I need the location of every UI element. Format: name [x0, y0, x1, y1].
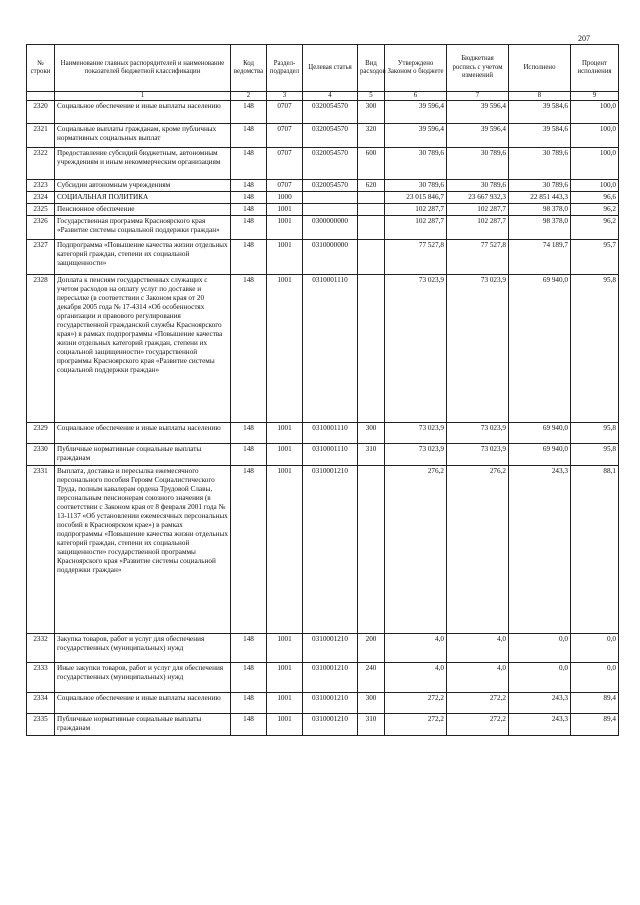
row-target-article	[303, 192, 358, 204]
row-ved: 148	[231, 192, 267, 204]
row-budget-list: 272,2	[447, 714, 509, 736]
row-executed: 74 189,7	[509, 240, 571, 275]
header-cell: Код ведомства	[231, 45, 267, 92]
row-name: Публичные нормативные социальные выплаты гражданам	[55, 714, 231, 736]
row-budget-list: 39 596,4	[447, 101, 509, 124]
row-number: 2330	[27, 444, 55, 466]
row-name: Выплата, доставка и пересылка ежемесячного персонального пособия Героям Социалистического Труда, полным кавалерам ордена Трудовой Славы, персональным пенсионерам союзного значения (в соответствии с Законом края от 8 февраля 2001 года № 13-1137 «Об установлении ежемесячных персональных пособий в Красноярском крае») в рамках подпрограммы «Повышение качества жизни отдельных категорий граждан, степени их социальной защищенности» государственной программы Красноярского края «Развитие системы социальной поддержки граждан»	[55, 466, 231, 634]
row-executed: 39 584,6	[509, 124, 571, 148]
row-name: Государственная программа Красноярского края «Развитие системы социальной поддержки граждан»	[55, 216, 231, 240]
row-approved: 23 015 846,7	[385, 192, 447, 204]
row-ved: 148	[231, 180, 267, 192]
row-executed: 69 940,0	[509, 275, 571, 423]
row-expense-type: 300	[358, 101, 385, 124]
row-percent: 95,8	[571, 444, 619, 466]
table-row	[27, 192, 619, 204]
row-section: 0707	[267, 124, 303, 148]
row-name: Социальные выплаты гражданам, кроме публичных нормативных социальных выплат	[55, 124, 231, 148]
header-cell: Целевая статья	[303, 45, 358, 92]
table-row	[27, 124, 619, 148]
row-budget-list: 73 023,9	[447, 423, 509, 444]
row-approved: 276,2	[385, 466, 447, 634]
table-row	[27, 275, 619, 423]
row-expense-type	[358, 275, 385, 423]
row-ved: 148	[231, 124, 267, 148]
row-name: Публичные нормативные социальные выплаты гражданам	[55, 444, 231, 466]
row-number: 2333	[27, 663, 55, 693]
row-target-article: 0310001210	[303, 693, 358, 714]
row-ved: 148	[231, 240, 267, 275]
header-cell: Наименование главных распорядителей и наименование показателей бюджетной классификации	[55, 45, 231, 92]
table-row	[27, 423, 619, 444]
row-executed: 30 789,6	[509, 180, 571, 192]
row-percent: 96,6	[571, 192, 619, 204]
row-executed: 39 584,6	[509, 101, 571, 124]
row-target-article: 0310001210	[303, 466, 358, 634]
header-cell: Раздел-подраздел	[267, 45, 303, 92]
row-section: 1001	[267, 663, 303, 693]
row-target-article: 0310000000	[303, 240, 358, 275]
row-section: 1001	[267, 693, 303, 714]
row-name: Социальное обеспечение и иные выплаты населению	[55, 423, 231, 444]
header-cell: Вид расходов	[358, 45, 385, 92]
page-number: 207	[578, 34, 590, 43]
row-section: 1001	[267, 240, 303, 275]
row-budget-list: 73 023,9	[447, 444, 509, 466]
row-ved: 148	[231, 663, 267, 693]
row-target-article: 0300000000	[303, 216, 358, 240]
row-section: 0707	[267, 148, 303, 180]
row-percent: 100,0	[571, 124, 619, 148]
row-target-article: 0310001210	[303, 663, 358, 693]
row-section: 1001	[267, 714, 303, 736]
row-approved: 102 287,7	[385, 204, 447, 216]
row-number: 2335	[27, 714, 55, 736]
table-row	[27, 180, 619, 192]
row-percent: 100,0	[571, 180, 619, 192]
row-percent: 100,0	[571, 148, 619, 180]
row-number: 2321	[27, 124, 55, 148]
row-number: 2322	[27, 148, 55, 180]
row-section: 0707	[267, 180, 303, 192]
row-percent: 95,8	[571, 423, 619, 444]
row-name: СОЦИАЛЬНАЯ ПОЛИТИКА	[55, 192, 231, 204]
row-ved: 148	[231, 216, 267, 240]
row-ved: 148	[231, 634, 267, 663]
row-name: Социальное обеспечение и иные выплаты населению	[55, 101, 231, 124]
row-ved: 148	[231, 693, 267, 714]
row-executed: 98 378,0	[509, 216, 571, 240]
row-number: 2324	[27, 192, 55, 204]
row-budget-list: 4,0	[447, 634, 509, 663]
row-number: 2325	[27, 204, 55, 216]
table-row	[27, 634, 619, 663]
row-expense-type	[358, 216, 385, 240]
column-number: 7	[447, 92, 509, 101]
row-approved: 73 023,9	[385, 444, 447, 466]
row-budget-list: 39 596,4	[447, 124, 509, 148]
row-target-article: 0320054570	[303, 148, 358, 180]
row-approved: 73 023,9	[385, 423, 447, 444]
row-expense-type: 310	[358, 444, 385, 466]
table-row	[27, 693, 619, 714]
row-executed: 243,3	[509, 714, 571, 736]
row-approved: 102 287,7	[385, 216, 447, 240]
row-percent: 95,7	[571, 240, 619, 275]
row-approved: 272,2	[385, 693, 447, 714]
row-number: 2328	[27, 275, 55, 423]
row-section: 1001	[267, 634, 303, 663]
row-approved: 4,0	[385, 663, 447, 693]
row-target-article: 0320054570	[303, 101, 358, 124]
row-budget-list: 4,0	[447, 663, 509, 693]
row-executed: 243,3	[509, 693, 571, 714]
row-target-article: 0310001210	[303, 714, 358, 736]
row-percent: 0,0	[571, 663, 619, 693]
row-number: 2326	[27, 216, 55, 240]
table-row	[27, 216, 619, 240]
row-budget-list: 102 287,7	[447, 204, 509, 216]
row-percent: 88,1	[571, 466, 619, 634]
budget-table	[26, 44, 619, 736]
column-number: 4	[303, 92, 358, 101]
row-expense-type: 240	[358, 663, 385, 693]
column-number: 6	[385, 92, 447, 101]
header-cell: Бюджетная роспись с учетом изменений	[447, 45, 509, 92]
row-budget-list: 30 789,6	[447, 148, 509, 180]
header-cell: Утверждено Законом о бюджете	[385, 45, 447, 92]
table-row	[27, 204, 619, 216]
row-approved: 30 789,6	[385, 180, 447, 192]
table-row	[27, 240, 619, 275]
row-target-article: 0310001110	[303, 275, 358, 423]
row-number: 2329	[27, 423, 55, 444]
row-expense-type: 320	[358, 124, 385, 148]
row-budget-list: 73 023,9	[447, 275, 509, 423]
row-approved: 4,0	[385, 634, 447, 663]
row-section: 1001	[267, 444, 303, 466]
column-number: 2	[231, 92, 267, 101]
row-name: Пенсионное обеспечение	[55, 204, 231, 216]
row-number: 2327	[27, 240, 55, 275]
row-target-article: 0310001110	[303, 423, 358, 444]
row-section: 1001	[267, 466, 303, 634]
row-executed: 69 940,0	[509, 444, 571, 466]
row-budget-list: 77 527,8	[447, 240, 509, 275]
row-expense-type: 300	[358, 423, 385, 444]
table-row	[27, 101, 619, 124]
row-expense-type	[358, 204, 385, 216]
row-approved: 77 527,8	[385, 240, 447, 275]
row-name: Подпрограмма «Повышение качества жизни отдельных категорий граждан, степени их социальной защищенности»	[55, 240, 231, 275]
row-executed: 30 789,6	[509, 148, 571, 180]
row-expense-type: 200	[358, 634, 385, 663]
row-number: 2332	[27, 634, 55, 663]
table-row	[27, 663, 619, 693]
row-ved: 148	[231, 101, 267, 124]
row-percent: 100,0	[571, 101, 619, 124]
row-number: 2323	[27, 180, 55, 192]
row-ved: 148	[231, 444, 267, 466]
row-budget-list: 272,2	[447, 693, 509, 714]
row-expense-type: 300	[358, 693, 385, 714]
column-number: 3	[267, 92, 303, 101]
row-expense-type	[358, 192, 385, 204]
row-executed: 98 378,0	[509, 204, 571, 216]
row-ved: 148	[231, 423, 267, 444]
row-approved: 30 789,6	[385, 148, 447, 180]
row-expense-type: 310	[358, 714, 385, 736]
row-section: 1001	[267, 216, 303, 240]
row-budget-list: 102 287,7	[447, 216, 509, 240]
row-ved: 148	[231, 466, 267, 634]
header-cell: № строки	[27, 45, 55, 92]
row-section: 0707	[267, 101, 303, 124]
row-section: 1001	[267, 423, 303, 444]
column-number-row	[27, 92, 619, 101]
row-percent: 0,0	[571, 634, 619, 663]
row-expense-type	[358, 240, 385, 275]
row-executed: 0,0	[509, 634, 571, 663]
column-number: 5	[358, 92, 385, 101]
row-name: Социальное обеспечение и иные выплаты населению	[55, 693, 231, 714]
row-percent: 95,8	[571, 275, 619, 423]
row-name: Иные закупки товаров, работ и услуг для обеспечения государственных (муниципальных) нужд	[55, 663, 231, 693]
row-executed: 22 851 443,3	[509, 192, 571, 204]
row-number: 2320	[27, 101, 55, 124]
row-name: Доплата к пенсиям государственных служащих с учетом расходов на оплату услуг по доставке и пересылке (в соответствии с Законом края от 20 декабря 2005 года № 17-4314 «Об особенностях организации и правового регулирования государственной гражданской службы Красноярского края») в рамках подпрограммы «Повышение качества жизни отдельных категорий граждан, степени их социальной защищенности» государственной программы Красноярского края «Развитие системы социальной поддержки граждан»	[55, 275, 231, 423]
row-approved: 73 023,9	[385, 275, 447, 423]
table-row	[27, 444, 619, 466]
row-approved: 39 596,4	[385, 101, 447, 124]
table-body	[27, 101, 619, 736]
header-row	[27, 45, 619, 92]
row-target-article: 0310001110	[303, 444, 358, 466]
row-percent: 96,2	[571, 216, 619, 240]
row-executed: 243,3	[509, 466, 571, 634]
row-target-article	[303, 204, 358, 216]
row-section: 1001	[267, 275, 303, 423]
table-row	[27, 466, 619, 634]
row-target-article: 0320054570	[303, 124, 358, 148]
row-executed: 0,0	[509, 663, 571, 693]
row-budget-list: 23 667 932,3	[447, 192, 509, 204]
column-number: 9	[571, 92, 619, 101]
row-percent: 89,4	[571, 693, 619, 714]
row-name: Предоставление субсидий бюджетным, автономным учреждениям и иным некоммерческим организациям	[55, 148, 231, 180]
column-number: 1	[55, 92, 231, 101]
row-target-article: 0310001210	[303, 634, 358, 663]
table-row	[27, 714, 619, 736]
row-expense-type: 600	[358, 148, 385, 180]
row-percent: 96,2	[571, 204, 619, 216]
row-expense-type: 620	[358, 180, 385, 192]
row-section: 1001	[267, 204, 303, 216]
column-number: 8	[509, 92, 571, 101]
row-approved: 39 596,4	[385, 124, 447, 148]
row-ved: 148	[231, 275, 267, 423]
header-cell: Процент исполнения	[571, 45, 619, 92]
row-percent: 89,4	[571, 714, 619, 736]
row-approved: 272,2	[385, 714, 447, 736]
row-number: 2334	[27, 693, 55, 714]
row-budget-list: 30 789,6	[447, 180, 509, 192]
row-ved: 148	[231, 204, 267, 216]
row-executed: 69 940,0	[509, 423, 571, 444]
table-row	[27, 148, 619, 180]
row-name: Субсидии автономным учреждениям	[55, 180, 231, 192]
row-number: 2331	[27, 466, 55, 634]
row-expense-type	[358, 466, 385, 634]
row-section: 1000	[267, 192, 303, 204]
row-budget-list: 276,2	[447, 466, 509, 634]
row-name: Закупка товаров, работ и услуг для обеспечения государственных (муниципальных) нужд	[55, 634, 231, 663]
row-ved: 148	[231, 714, 267, 736]
header-cell: Исполнено	[509, 45, 571, 92]
row-ved: 148	[231, 148, 267, 180]
row-target-article: 0320054570	[303, 180, 358, 192]
column-number	[27, 92, 55, 101]
